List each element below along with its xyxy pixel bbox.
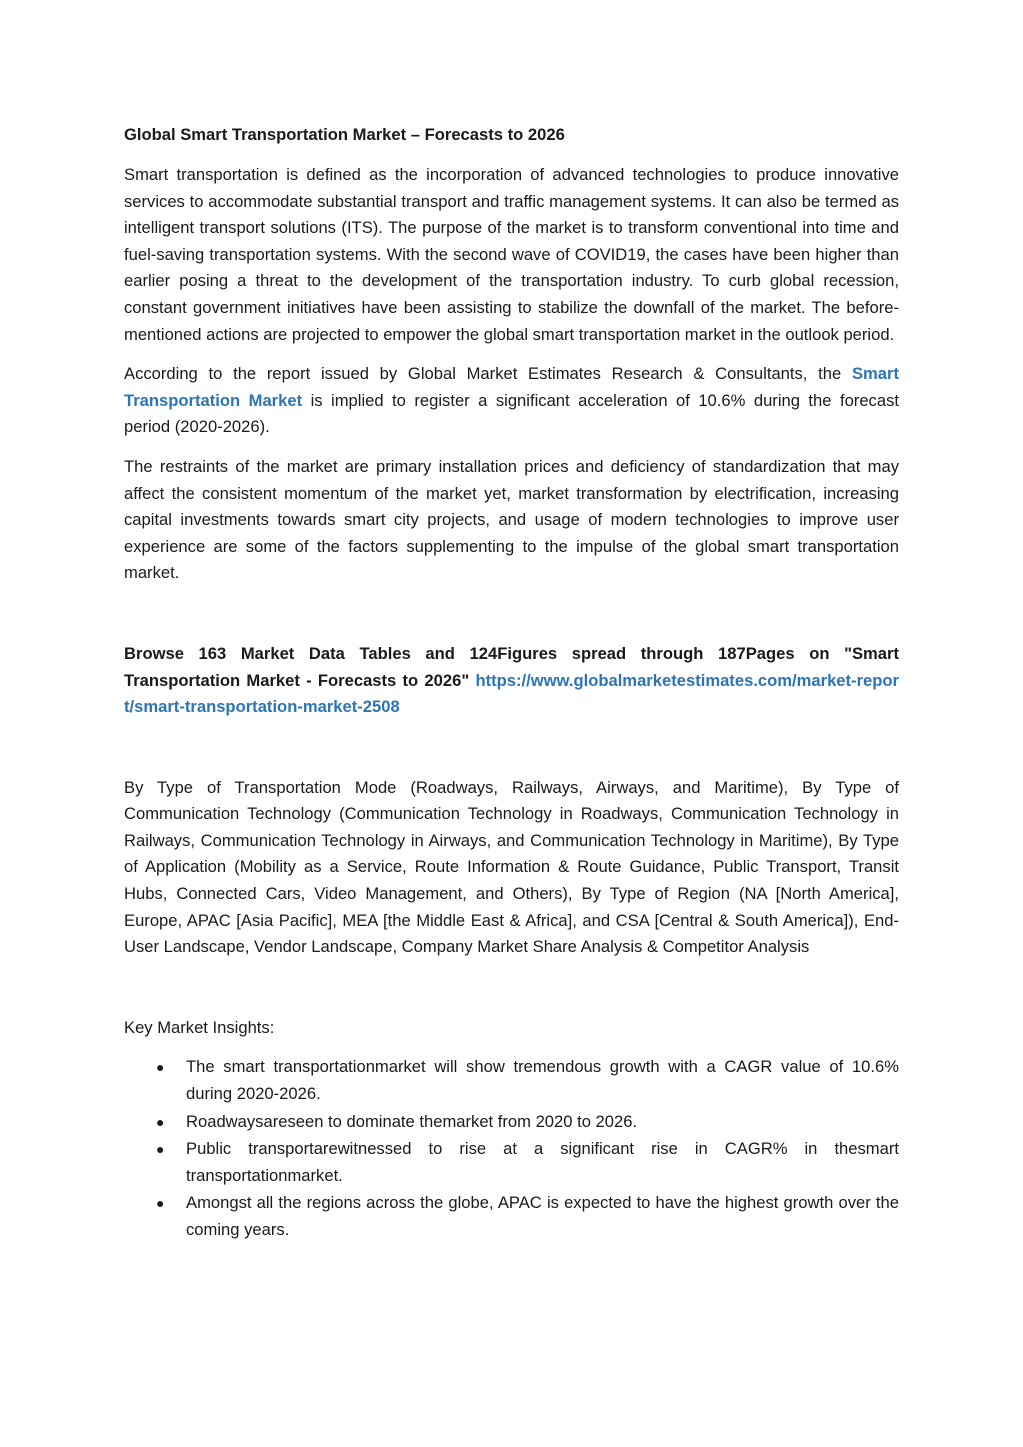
browse-text: Browse 163 Market Data Tables and 124Figures spread through 187Pages on "Smart Transportation Market - Forecasts to 2026" <box>124 643 899 690</box>
list-item <box>124 1190 899 1243</box>
insights-heading: Key Market Insights: <box>124 1017 275 1037</box>
intro-paragraph: Smart transportation is defined as the incorporation of advanced technologies to produce innovative services to accommodate substantial transport and traffic management systems. It can also be termed as intelligent transport solutions (ITS). The purpose of the market is to transform conventional into time and fuel-saving transportation systems. With the second wave of COVID19, the cases have been higher than earlier posing a threat to the development of the transportation industry. To curb global recession, constant government initiatives have been assisting to stabilize the downfall of the market. The before-mentioned actions are projected to empower the global smart transportation market in the outlook period. <box>124 165 899 344</box>
document-page <box>124 122 899 1245</box>
insights-list <box>124 1054 899 1243</box>
report-text-before: According to the report issued by Global Market Estimates Research & Consultants, the <box>124 364 852 384</box>
report-text-after: is implied to register a significant acceleration of 10.6% during the forecast period (2020-2026). <box>124 390 899 437</box>
insight-text: Roadwaysareseen to dominate themarket from 2020 to 2026. <box>186 1111 638 1131</box>
bullet-icon: ● <box>156 1195 165 1212</box>
scope-paragraph: By Type of Transportation Mode (Roadways, Railways, Airways, and Maritime), By Type of Communication Technology (Communication Technology in Roadways, Communication Technology in Railways, Communication Technology in Airways, and Communication Technology in Maritime), By Type of Application (Mobility as a Service, Route Information & Route Guidance, Public Transport, Transit Hubs, Connected Cars, Video Management, and Others), By Type of Region (NA [North America], Europe, APAC [Asia Pacific], MEA [the Middle East & Africa], and CSA [Central & South America]), End-User Landscape, Vendor Landscape, Company Market Share Analysis & Competitor Analysis <box>124 777 899 957</box>
browse-paragraph <box>124 641 899 721</box>
smart-transportation-market-link[interactable]: Smart Transportation Market <box>124 364 899 410</box>
report-url-link[interactable]: https://www.globalmarketestimates.com/market-report/smart-transportation-market-2508 <box>124 670 899 717</box>
list-item <box>124 1054 899 1107</box>
restraints-paragraph: The restraints of the market are primary installation prices and deficiency of standardization that may affect the consistent momentum of the market yet, market transformation by electrification, increasing capital investments towards smart city projects, and usage of modern technologies to improve user experience are some of the factors supplementing to the impulse of the global smart transportation market. <box>124 456 899 583</box>
bullet-icon: ● <box>156 1141 165 1158</box>
bullet-icon: ● <box>156 1113 165 1130</box>
report-paragraph <box>124 361 899 441</box>
bullet-icon: ● <box>156 1059 165 1076</box>
list-item <box>124 1109 899 1136</box>
insight-text: The smart transportationmarket will show tremendous growth with a CAGR value of 10.6% during 2020-2026. <box>186 1057 899 1104</box>
document-title: Global Smart Transportation Market – Forecasts to 2026 <box>124 125 565 144</box>
insight-text: Amongst all the regions across the globe, APAC is expected to have the highest growth over the coming years. <box>186 1193 899 1239</box>
list-item <box>124 1136 899 1189</box>
insight-text: Public transportarewitnessed to rise at a significant rise in CAGR% in thesmart transportationmarket. <box>186 1139 899 1185</box>
